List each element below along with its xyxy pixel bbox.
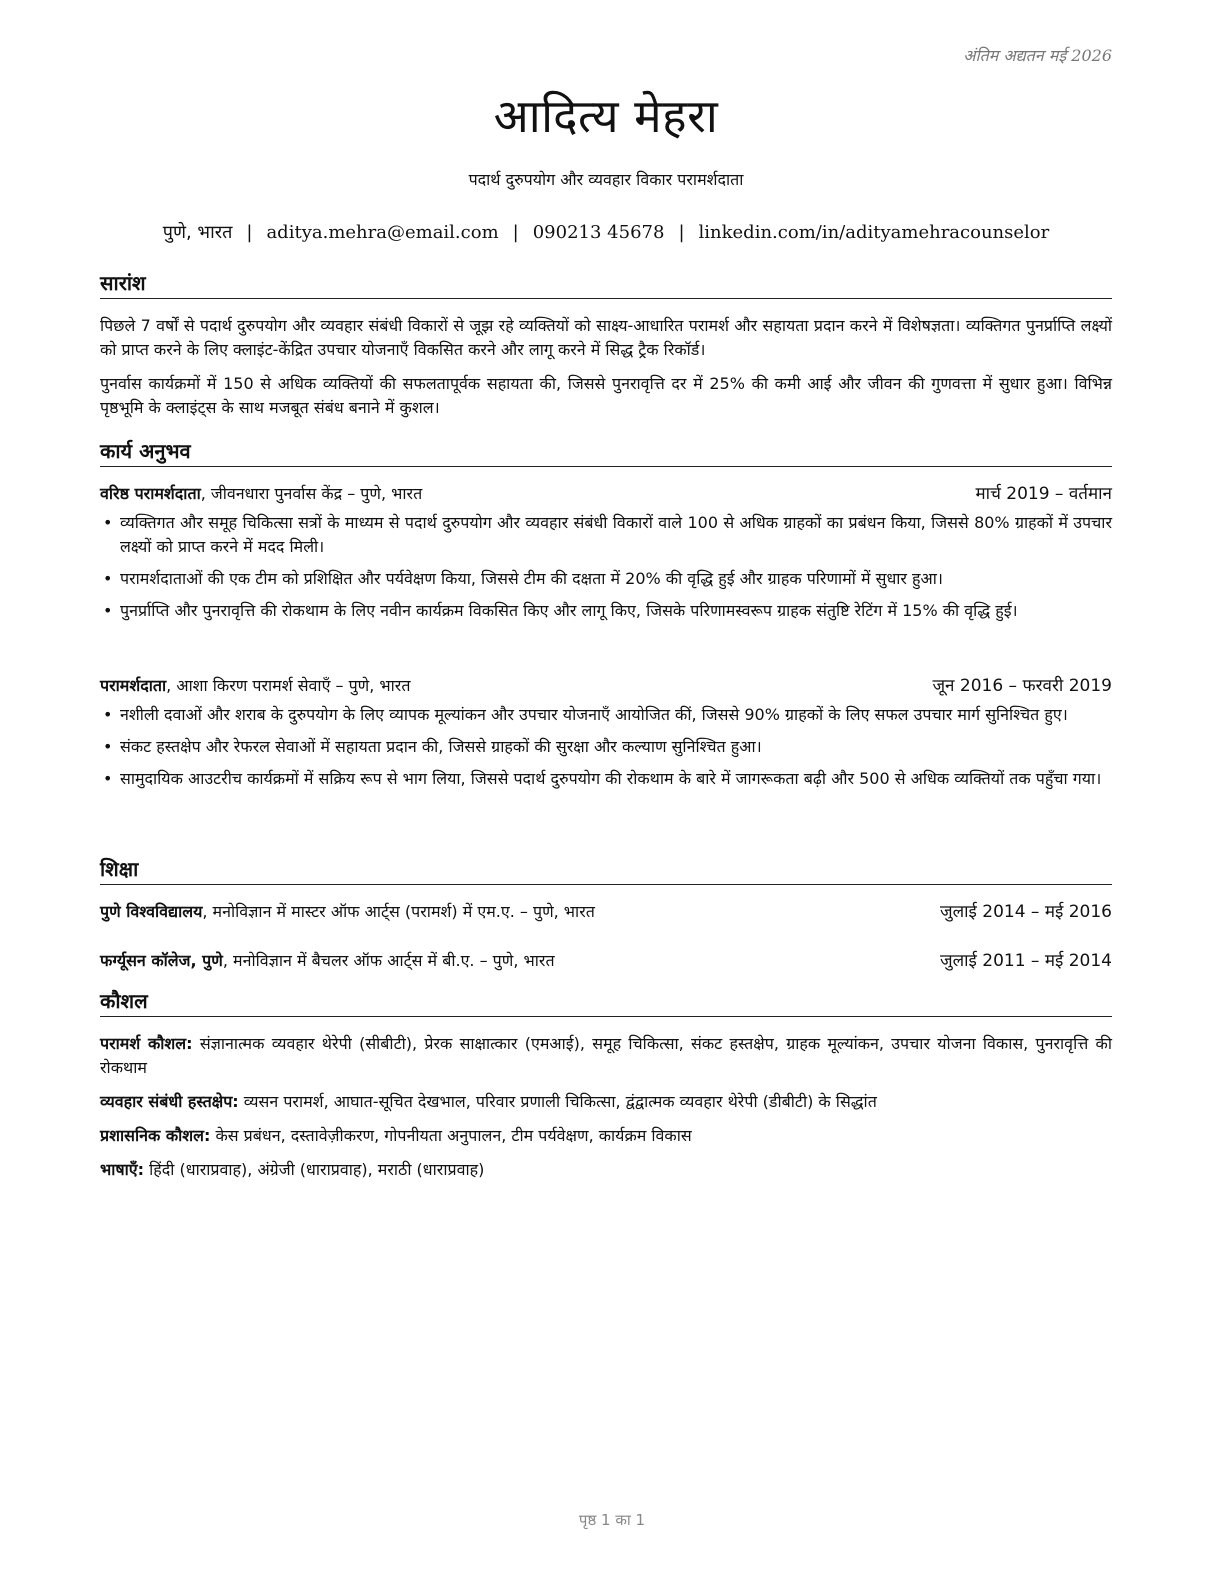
skill-row [100,1032,1112,1080]
education-dates: जुलाई 2014 – मई 2016 [939,902,1112,922]
job-bullets [100,703,1112,799]
list-item [100,703,1112,727]
list-item [100,511,1112,559]
list-item [100,735,1112,759]
bullet-text: परामर्शदाताओं की एक टीम को प्रशिक्षित और पर्यवेक्षण किया, जिससे टीम की दक्षता में 20% की वृद्धि हुई और ग्राहक परिणामों में सुधार हुआ। [120,569,943,588]
bullet-icon: • [103,737,113,756]
summary-paragraph-2: पुनर्वास कार्यक्रमों में 150 से अधिक व्यक्तियों की सफलतापूर्वक सहायता की, जिससे पुनरावृत्ति दर में 25% की कमी आई और जीवन की गुणवत्ता में सुधार हुआ। विभिन्न पृष्ठभूमि के क्लाइंट्स के साथ मजबूत संबंध बनाने में कुशल। [100,374,1112,417]
education-line [100,949,555,973]
education-item [100,949,1112,973]
job-role: परामर्शदाता [100,676,167,695]
skill-label: प्रशासनिक कौशल: [100,1126,211,1145]
list-item [100,767,1112,791]
skill-row [100,1090,1112,1114]
contact-line [100,220,1112,244]
contact-email[interactable]: aditya.mehra@email.com [266,222,499,243]
skill-text: केस प्रबंधन, दस्तावेज़ीकरण, गोपनीयता अनुपालन, टीम पर्यवेक्षण, कार्यक्रम विकास [210,1126,692,1145]
bullet-icon: • [103,601,113,620]
education-school: फर्ग्यूसन कॉलेज, पुणे [100,951,223,970]
job-role: वरिष्ठ परामर्शदाता [100,484,201,503]
list-item [100,599,1112,623]
bullet-text: नशीली दवाओं और शराब के दुरुपयोग के लिए व्यापक मूल्यांकन और उपचार योजनाएँ आयोजित कीं, जिससे 90% ग्राहकों के लिए सफल उपचार मार्ग सुनिश्चित हुए। [120,705,1068,724]
contact-separator: | [678,222,685,243]
job-title: पदार्थ दुरुपयोग और व्यवहार विकार परामर्शदाता [468,170,744,189]
bullet-text: सामुदायिक आउटरीच कार्यक्रमों में सक्रिय रूप से भाग लिया, जिससे पदार्थ दुरुपयोग की रोकथाम के बारे में जागरूकता बढ़ी और 500 से अधिक व्यक्तियों तक पहुँचा गया। [120,769,1102,788]
bullet-icon: • [103,569,113,588]
education-heading: शिक्षा [100,856,1112,885]
job-header [100,674,1112,698]
education-detail: , मनोविज्ञान में बैचलर ऑफ आर्ट्स में बी.ए. – पुणे, भारत [222,951,555,970]
skill-label: भाषाएँ: [100,1160,145,1179]
job-header [100,482,1112,506]
contact-separator: | [246,222,253,243]
skill-text: हिंदी (धाराप्रवाह), अंग्रेजी (धाराप्रवाह), मराठी (धाराप्रवाह) [144,1160,485,1179]
education-dates: जुलाई 2011 – मई 2014 [939,951,1112,971]
bullet-text: व्यक्तिगत और समूह चिकित्सा सत्रों के माध्यम से पदार्थ दुरुपयोग और व्यवहार संबंधी विकारों वाले 100 से अधिक ग्राहकों का प्रबंधन किया, जिससे 80% ग्राहकों में उपचार लक्ष्यों को प्राप्त करने में मदद मिली। [120,513,1112,556]
skills-heading: कौशल [100,988,1112,1017]
skill-row [100,1158,1112,1182]
candidate-name: आदित्य मेहरा [493,89,719,143]
bullet-icon: • [103,705,113,724]
job-dates: मार्च 2019 – वर्तमान [975,484,1112,504]
bullet-text: पुनर्प्राप्ति और पुनरावृत्ति की रोकथाम के लिए नवीन कार्यक्रम विकसित किए और लागू किए, जिसके परिणामस्वरूप ग्राहक संतुष्टि रेटिंग में 15% की वृद्धि हुई। [120,601,1018,620]
bullet-text: संकट हस्तक्षेप और रेफरल सेवाओं में सहायता प्रदान की, जिससे ग्राहकों की सुरक्षा और कल्याण सुनिश्चित हुआ। [120,737,762,756]
experience-heading: कार्य अनुभव [100,438,1112,467]
summary-paragraph-1: पिछले 7 वर्षों से पदार्थ दुरुपयोग और व्यवहार संबंधी विकारों से जूझ रहे व्यक्तियों को साक्ष्य-आधारित परामर्श और सहायता प्रदान करने में विशेषज्ञता। व्यक्तिगत पुनर्प्राप्ति लक्ष्यों को प्राप्त करने के लिए क्लाइंट-केंद्रित उपचार योजनाएँ विकसित करने और लागू करने में सिद्ध ट्रैक रिकॉर्ड। [100,316,1112,359]
skill-text: व्यसन परामर्श, आघात-सूचित देखभाल, परिवार प्रणाली चिकित्सा, द्वंद्वात्मक व्यवहार थेरेपी (डीबीटी) के सिद्धांत [238,1092,877,1111]
bullet-icon: • [103,769,113,788]
job-org: , जीवनधारा पुनर्वास केंद्र – पुणे, भारत [200,484,423,503]
contact-separator: | [512,222,519,243]
page-number: पृष्ठ 1 का 1 [578,1511,646,1529]
job-role-line [100,674,410,698]
job-org: , आशा किरण परामर्श सेवाएँ – पुणे, भारत [166,676,411,695]
resume-page [100,0,1112,1584]
skill-label: परामर्श कौशल: [100,1034,193,1053]
summary-heading: सारांश [100,270,1112,299]
bullet-icon: • [103,513,113,532]
contact-phone: 090213 45678 [532,222,665,243]
job-bullets [100,511,1112,631]
education-item [100,900,1112,924]
contact-location: पुणे, भारत [162,222,233,243]
job-dates: जून 2016 – फरवरी 2019 [932,676,1112,696]
job-role-line [100,482,422,506]
skill-label: व्यवहार संबंधी हस्तक्षेप: [100,1092,239,1111]
education-school: पुणे विश्वविद्यालय [100,902,203,921]
skill-text: संज्ञानात्मक व्यवहार थेरेपी (सीबीटी), प्रेरक साक्षात्कार (एमआई), समूह चिकित्सा, संकट हस्तक्षेप, ग्राहक मूल्यांकन, उपचार योजना विकास, पुनरावृत्ति की रोकथाम [100,1034,1112,1077]
education-detail: , मनोविज्ञान में मास्टर ऑफ आर्ट्स (परामर्श) में एम.ए. – पुणे, भारत [202,902,595,921]
list-item [100,567,1112,591]
last-updated: अंतिम अद्यतन मई 2026 [963,46,1112,65]
contact-linkedin[interactable]: linkedin.com/in/adityamehracounselor [698,222,1050,243]
education-line [100,900,595,924]
skill-row [100,1124,1112,1148]
